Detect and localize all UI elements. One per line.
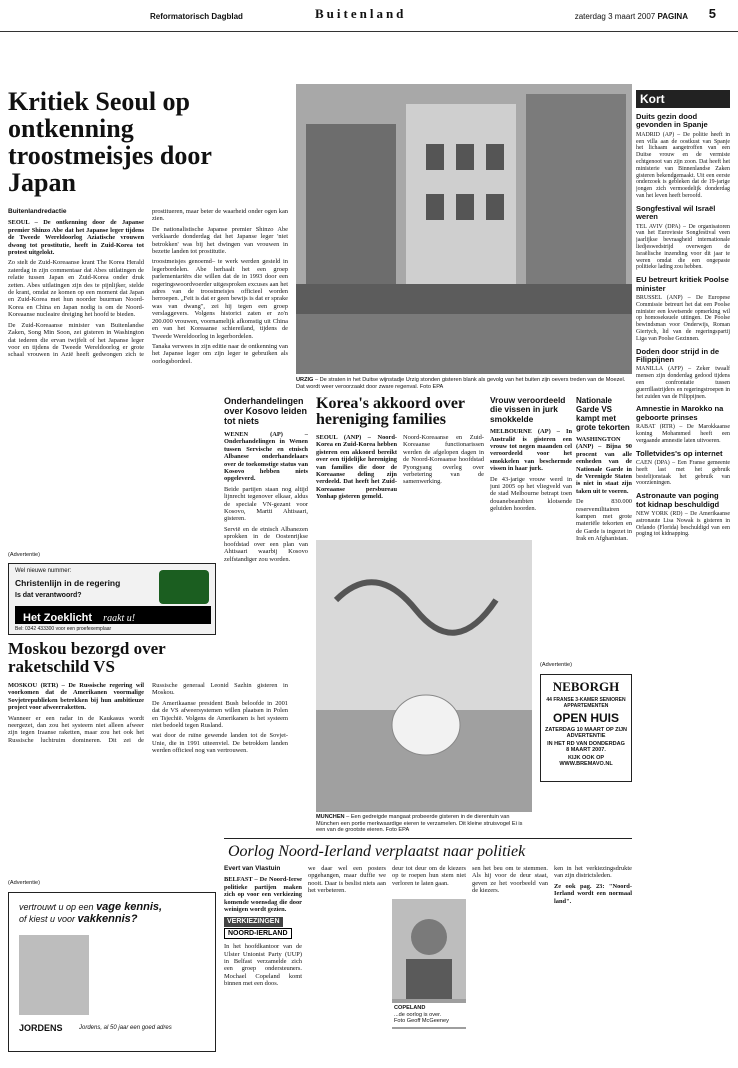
vrouw-paragraph: De 43-jarige vrouw werd in juni 2005 op het vliegveld van de stad Melbourne betrapt toen douanebeambten klotsende geluiden hoorden. — [490, 475, 572, 513]
noord-ierland-crossref: Ze ook pag. 23: "Noord-Ierland wordt een normaal land". — [554, 882, 632, 905]
advert-jordens[interactable] — [8, 892, 216, 1052]
advert-badge-row — [15, 606, 211, 624]
kort-item-text: MADRID (AP) – De politie heeft in een villa aan de oostkust van Spanje het lichaam aangetroffen van een Duitse vrouw en de vermiste echtgenoot van zijn zoon. Dat heeft het ministerie van Binnenlandse Zaken gisteren bekendgemaakt. Uit een eerste onderzoek is gebleken dat de 19-jarige jongen zich vermoedelijk donderdag van het leven heeft beroofd. — [636, 131, 730, 199]
seoul-byline: Buitenlandredactie — [8, 208, 67, 215]
advert-zoeklicht[interactable] — [8, 563, 216, 635]
neborgh-web: KIJK OOK OP WWW.BREMAVO.NL — [559, 755, 613, 767]
section-title: Buitenland — [315, 6, 407, 21]
advert-jordens-headline: vertrouwt u op een vage kennis, of kiest u voor vakkennis? — [19, 901, 163, 925]
neborgh-when: ZATERDAG 10 MAART OP ZIJN ADVERTENTIE — [545, 727, 627, 739]
kort-item — [636, 450, 730, 488]
advert-jordens-image — [19, 935, 89, 1015]
advert-top-text: Wel nieuwe nummer: — [15, 568, 72, 574]
kort-item-headline: Songfestival wil Israël weren — [636, 203, 716, 222]
moskou-lead: MOSKOU (RTR) – De Russische regering wil voorkomen dat de Amerikanen voormalige Sovjetrepublieken betrekken bij hun ambitieuze project voor afweerraketten. — [8, 682, 144, 712]
korea-paragraph: Noord-Koreaanse en Zuid-Koreaanse functionarissen werden de afgelopen dagen in de Noord-Koreaanse hoofdstad Pyongyang overleg over verbetering van de samenwerking. — [403, 434, 484, 486]
noord-ierland-byline: Evert van Vlastuin — [224, 865, 281, 872]
garde-headline: Nationale Garde VS kampt met grote tekorten — [576, 396, 630, 432]
noord-ierland-headline: Oorlog Noord-Ierland verplaatst naar politiek — [228, 843, 526, 860]
kort-item-headline: Doden door strijd in de Filippijnen — [636, 346, 720, 364]
advert-jordens-slogan: Jordens, al 50 jaar een goed adres — [79, 1025, 172, 1031]
photo-munchen — [316, 540, 532, 812]
seoul-paragraph: De nationalistische Japanse premier Shinzo Abe verklaarde donderdag dat het Japanse leger 'niet betrokken' was bij het dwingen van vrouwen in bezette landen tot prostitutie. — [152, 225, 288, 256]
kort-item — [636, 205, 730, 271]
garde-lead: WASHINGTON (ANP) – Bijna 90 procent van alle eenheden van de Nationale Garde in de Verenigde Staten is niet in staat zijn taken uit te voeren. — [576, 436, 632, 495]
photo-copeland — [392, 899, 466, 1029]
kort-item-text: RABAT (RTR) – De Marokkaanse koning Mohammed heeft een vergaande amnestie laten uitvoeren. — [636, 424, 730, 444]
seoul-lead: SEOUL – De ontkenning door de Japanse premier Shinzo Abe dat het Japanse leger tijdens de Tweede Wereldoorlog Aziatische vrouwen dwong tot prostitutie, heeft in Zuid-Korea tot protest uitgelokt. — [8, 219, 144, 257]
short-news-column — [636, 90, 730, 1050]
noord-ierland-lead: BELFAST – De Noord-Ierse politieke partijen maken zich op voor een verkiezing komende woensdag die door weinigen wordt gezien. — [224, 876, 302, 914]
neborgh-brand: NEBORGH — [552, 679, 620, 694]
kort-item — [636, 113, 730, 200]
kort-item-headline: Amnestie in Marokko na geboorte prinses — [636, 404, 724, 422]
kort-item-headline: Duits gezin dood gevonden in Spanje — [636, 112, 708, 130]
kosovo-headline: Onderhandelingen over Kosovo leiden tot niets — [224, 396, 308, 426]
publication-name: Reformatorisch Dagblad — [150, 12, 243, 21]
advert-badge: Het Zoeklicht — [23, 612, 93, 624]
article-seoul — [8, 88, 288, 428]
advert-neborgh[interactable] — [540, 674, 632, 782]
article-korea — [316, 396, 484, 536]
noord-ierland-paragraph: ken in het verkiezingsdrukte van zijn districtsleden. — [554, 865, 632, 880]
photo-quote: ...de oorlog is over. — [394, 1011, 442, 1018]
noord-ierland-paragraph: we daar wel een posters opgehangen, maar duffie we nooit. Daar is beslist niets aan het verbeteren. — [308, 865, 386, 895]
seoul-headline: Kritiek Seoul op ontkenning troostmeisjes door Japan — [8, 88, 212, 197]
advert-question: Is dat verantwoord? — [15, 592, 82, 599]
advert-title: Christenlijn in de regering — [15, 578, 121, 588]
noord-ierland-tag: NOORD-IERLAND — [224, 928, 292, 939]
photo-caption-munchen: MÜNCHEN – Een gedreigde mangaat probeerde gisteren in de dierentuin van München een portie merkwaardige eieren te verzamelen. Dit kleine struisvogel Ei is een van de grootste eieren. Foto EPA — [316, 814, 523, 834]
neborgh-where: IN HET RD VAN DONDERDAG 8 MAART 2007. — [547, 741, 625, 753]
article-noord-ierland — [224, 838, 632, 1058]
advert-label: (Advertentie) — [8, 552, 41, 558]
moskou-paragraph: De Amerikaanse president Bush beloofde in 2001 dat de VS afweersystemen willen plaatsen in Polen en Tsjechië. Volgens de Amerikanen is het systeem niet bedoeld tegen Rusland. — [152, 699, 288, 730]
page-header — [0, 0, 738, 32]
noord-ierland-paragraph: sen het beu om te stemmen. Als hij voor de deur staat, geven ze het voorbeeld van de kiezers. — [472, 865, 548, 895]
moskou-paragraph: Wanneer er een radar in de Kaukasus wordt neergezet, dan zou het systeem niet alleen afweer zijn tegen Iraanse raketten, maar zou het ook het Russische luchtruim domineren. Dit zei de Russische generaal Leonid Sazhin gisteren in Moskou. — [8, 682, 288, 744]
portrait-illustration — [392, 899, 466, 999]
korea-headline: Korea's akkoord over hereniging families — [316, 396, 465, 428]
page-number: 5 — [708, 6, 716, 21]
egg-scene-illustration — [316, 540, 532, 812]
kort-item — [636, 492, 730, 538]
kosovo-lead: WENEN (AP) – Onderhandelingen in Wenen tussen Servische en etnisch Albanese onderhandelaars over de toekomstige status van Kosovo hebben niets opgeleverd. — [224, 431, 308, 483]
kort-item-headline: Tolletvides's op internet — [636, 448, 723, 458]
seoul-paragraph: Tanaka verwees in zijn editie naar de ontkenning van het Japanse leger om zijn leger te gebruiken als oorlogsbordeel. — [152, 342, 288, 365]
moskou-headline: Moskou bezorgd over raketschild VS — [8, 640, 166, 676]
noord-ierland-paragraph: deur tot deur om de kiezers op te roepen hun stem niet verloren te laten gaan. — [392, 865, 466, 887]
flood-scene-illustration — [296, 84, 632, 374]
seoul-paragraph: troostmeisjes genoemd– te werk werden gesteld in legerbordelen. Abe herhaalt het een groep parlementariërs die willen dat de in 1993 door een regeringswoordvoerder uitgesproken excuses aan het adres van de troostmeisjes officieel worden herroepen. „Feit is dat er geen bewijs is dat er sprake was van dwang", zei hij tegen een groep verslaggevers. Volgens historici zaten er zo'n 200.000 vrouwen, voornamelijk afkomstig uit China en van het Koreaanse schiereiland, tijdens de Tweede Wereldoorlog in legerbordelen. — [152, 258, 288, 340]
kort-title: Kort — [636, 90, 730, 108]
photo-credit: Foto Geoff McGeeney — [394, 1018, 449, 1025]
garde-paragraph: De 830.000 reservemilitairen kampen met grote materiële tekorten en de Garde is ingezet in Irak en Afghanistan. — [576, 498, 632, 543]
neborgh-open: OPEN HUIS — [552, 711, 619, 725]
korea-lead: SEOUL (ANP) – Noord-Korea en Zuid-Korea hebben gisteren een akkoord bereikt over een tijdelijke hereniging van families die door de Koreaanse deling zijn verdeeld. Dat heeft het Zuid-Koreaanse persbureau Yonhap gisteren gemeld. — [316, 434, 397, 501]
kort-item-text: MANILLA (AFP) – Zeker twaalf mensen zijn donderdag gedood tijdens een confrontatie tussen guerrillastrijders en regeringstroepen in het zuiden van de Filippijnen. — [636, 366, 730, 400]
article-garde — [576, 396, 632, 656]
kort-item-text: BRUSSEL (ANP) – De Europese Commissie betreurt het dat een Poolse minister een kwetsende opmerking wil op homoseksuele uitingen. De Poolse bewindsman voor Onderwijs, Roman Giertych, lid van de regeringspartij Liga van Poolse Gezinnen. — [636, 294, 730, 342]
advert-label: (Advertentie) — [540, 662, 573, 668]
issue-date: zaterdag 3 maart 2007 PAGINA — [574, 12, 688, 21]
advert-emblem — [159, 570, 209, 604]
noord-ierland-paragraph: In het hoofdkantoor van de Ulster Unionist Party (UUP) in Belfast verzamelde zich een groep ondersteuners. Mochael Copeland komt binnen met een doos. — [224, 943, 302, 988]
kort-item-headline: EU betreurt kritiek Poolse minister — [636, 275, 729, 293]
kosovo-paragraph: Beide partijen staan nog altijd lijnrecht tegenover elkaar, aldus de speciale VN-gezant voor Kosovo, Martti Ahtisaari, gisteren. — [224, 485, 308, 523]
kosovo-paragraph: Servië en de etnisch Albanezen sprokken in de Oostenrijkse hoofdstad over een plan van Ahtisaari waarbij Kosovo zelfstandiger zou worden. — [224, 525, 308, 563]
moskou-paragraph: wat door de ruïne gewende landen tot de Sovjet-Unie, die in 1991 uiteenviel. De betrokken landen werden officieel nog van vertrouwen. — [152, 732, 288, 755]
kort-item-text: TEL AVIV (DPA) – De organisatoren van het Euroviesie Songfestival veen jaarlijkse bevraagheid internationale liedjeswedstrijd overwegen de Israëlische inzending voor dit jaar te weren omdat die een ongepaste politieke lading zou hebben. — [636, 223, 730, 271]
kort-item-text: NEW YORK (RD) – De Amerikaanse astronaute Lisa Nowak is gisteren in Orlando (Florida) beschuldigd van een poging tot kidnapping. — [636, 510, 730, 538]
photo-flood-urzig — [296, 84, 632, 374]
advert-jordens-brand: JORDENS — [19, 1023, 63, 1033]
vrouw-headline: Vrouw veroordeeld die vissen in jurk smokkelde — [490, 396, 566, 424]
article-vrouw — [490, 396, 572, 536]
photo-name: COPELAND — [394, 1005, 426, 1011]
kort-item-text: CAEN (DPA) – Een Franse gemeente heeft last met het gebruik bestelijonstaak het gebruik van voorzieningen. — [636, 459, 730, 487]
kort-item — [636, 276, 730, 342]
neborgh-sub: 44 FRANSE 3-KAMER SENIOREN APPARTEMENTEN — [546, 697, 626, 709]
noord-ierland-tag: VERKIEZINGEN — [224, 917, 283, 926]
kort-item — [636, 405, 730, 444]
advert-phone: Bel: 0342 433300 voor een proefexemplaar — [15, 626, 112, 632]
seoul-paragraph: Zo stelt de Zuid-Koreaanse krant The Korea Herald zaterdag in zijn commentaar dat Abes uitlatingen de relatie tussen Japan en Zuid-Korea onder druk zetten. Abes uitlatingen zijn des te pijnlijker, stelde de krant, omdat ze komen op een moment dat Japan en Zuid-Korea met hun noorder buurman Noord-Korea en China en Japan nodig is om de Noord-Koreaanse nucleaire dreiging het hoofd te bieden. — [8, 259, 144, 319]
kort-item — [636, 348, 730, 401]
seoul-paragraph: De Zuid-Koreaanse minister van Buitenlandse Zaken, Song Min Soon, zei gisteren in Washington dat iederen die ervan twijfelt of het Japanse leger voor en tijdens de Tweede Wereldoorlog er grote schaal vrouwen in Azië heeft gedwongen zich te prostitueren, maar beter de waarheid onder ogen kan zien. — [8, 208, 288, 359]
article-kosovo — [224, 396, 308, 856]
advert-badge-tagline: raakt u! — [103, 613, 136, 624]
vrouw-lead: MELBOURNE (AP) – In Australië is gisteren een vrouw tot negen maanden cel veroordeeld voor het smokkelen van beschermde vissen in haar jurk. — [490, 428, 572, 473]
advert-label: (Advertentie) — [8, 880, 41, 886]
photo-caption-urzig: ÜRZIG – De straten in het Duitse wijnstadje Ürzig stonden gisteren blank als gevolg van het buiten zijn oevers treden van de Moezel. Dat wordt weer veroorzaakt door zware regenval. Foto EPA — [296, 377, 626, 390]
kort-item-headline: Astronaute van poging tot kidnap beschuldigd — [636, 491, 720, 509]
